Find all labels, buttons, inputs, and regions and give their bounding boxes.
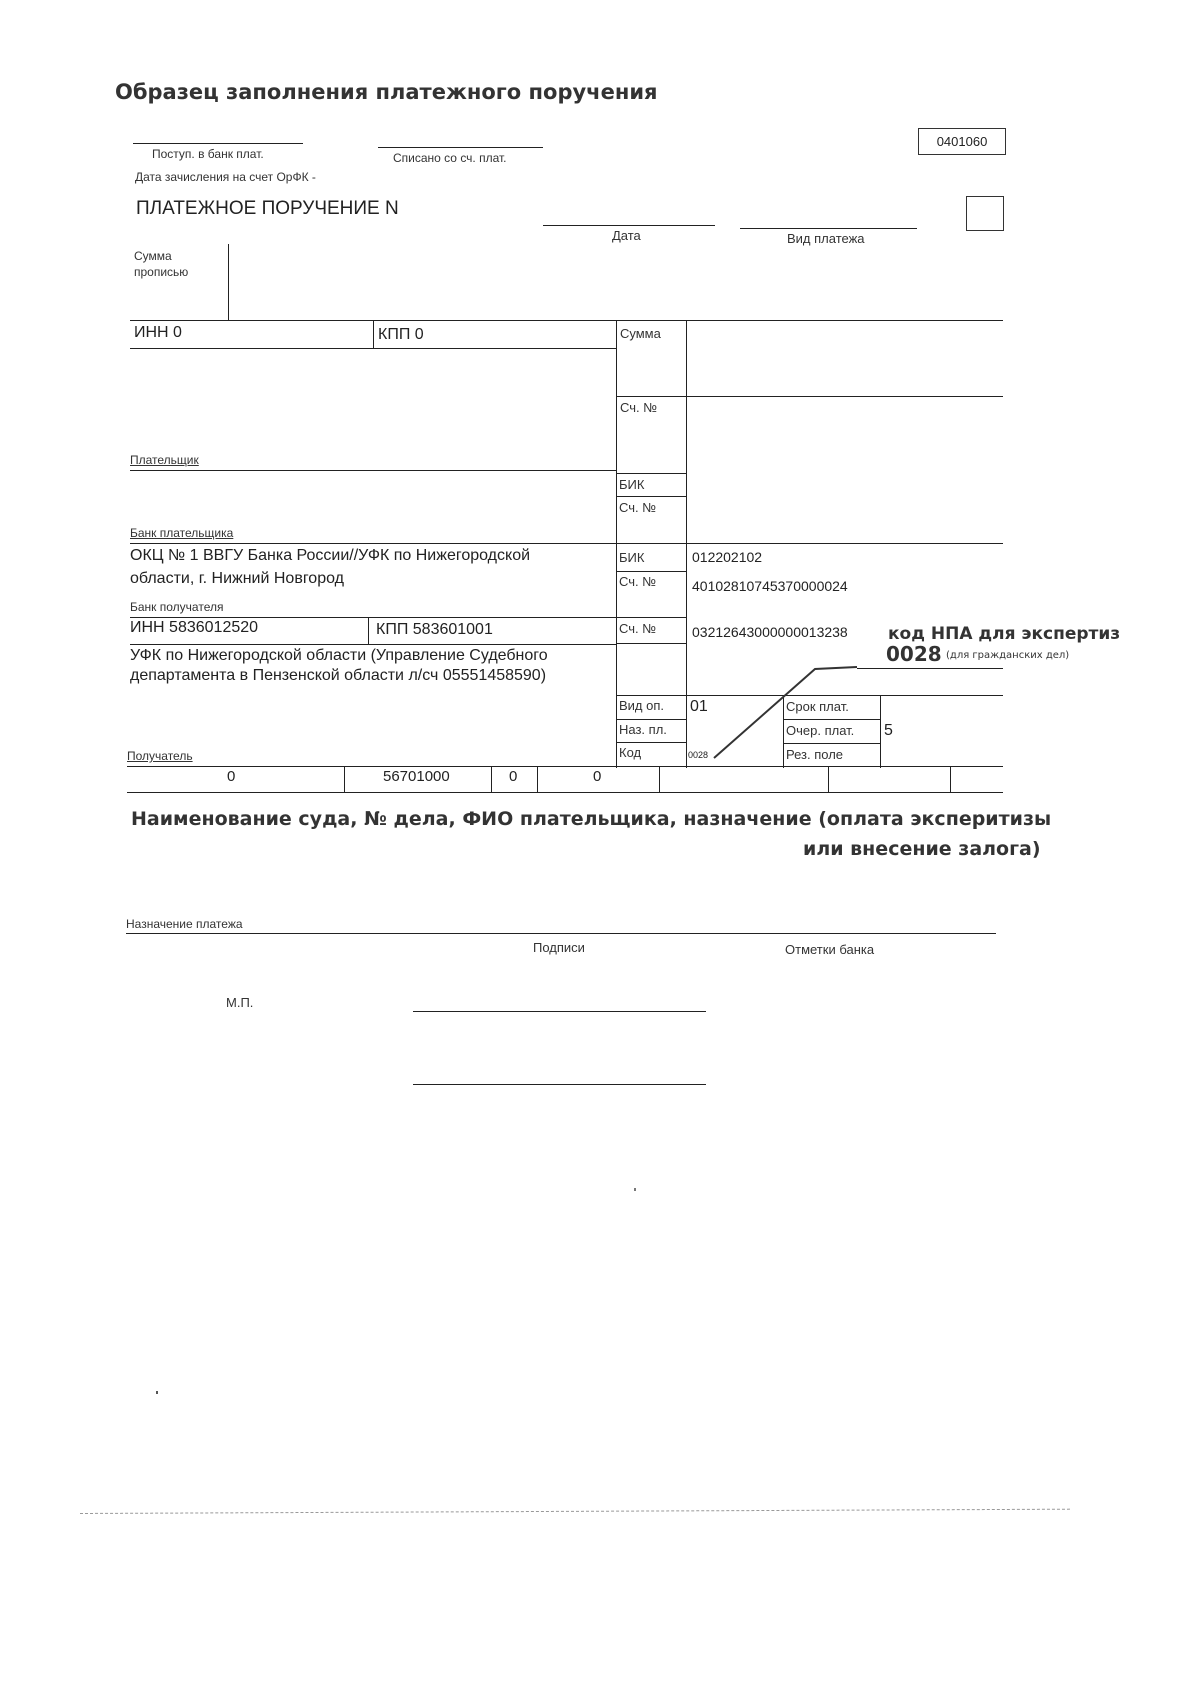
recipient-kpp[interactable]: КПП 583601001 xyxy=(376,621,493,638)
recipient-account[interactable]: 03212643000000013238 xyxy=(692,624,848,640)
divider xyxy=(130,543,1003,544)
payer-label: Плательщик xyxy=(130,453,199,467)
payer-inn[interactable]: ИНН 0 xyxy=(134,324,182,341)
recipient-name-line1[interactable]: УФК по Нижегородской области (Управление Судебного xyxy=(130,647,548,664)
divider xyxy=(130,320,1003,321)
recipient-bank-account-label: Сч. № xyxy=(619,574,657,589)
recipient-bank-name-line1[interactable]: ОКЦ № 1 ВВГУ Банка России//УФК по Нижегородской xyxy=(130,547,531,564)
purpose-field[interactable] xyxy=(126,880,996,932)
document-title: Образец заполнения платежного поручения xyxy=(115,80,658,104)
divider xyxy=(616,496,686,497)
op-type[interactable]: 01 xyxy=(690,698,708,715)
annotation-pointer-line xyxy=(700,662,860,762)
date-line[interactable] xyxy=(543,225,715,226)
debited-date-line xyxy=(378,147,543,148)
recipient-bank-bik[interactable]: 012202102 xyxy=(692,549,763,565)
tax-cell[interactable]: 0 xyxy=(593,768,602,785)
recipient-bank-account[interactable]: 40102810745370000024 xyxy=(692,578,848,594)
credit-date-label: Дата зачисления на счет ОрФК - xyxy=(135,170,316,184)
divider xyxy=(616,571,686,572)
npa-note: (для гражданских дел) xyxy=(946,650,1070,661)
form-code-box xyxy=(918,128,1006,155)
recipient-bank-name-line2[interactable]: области, г. Нижний Новгород xyxy=(130,570,344,587)
divider xyxy=(130,470,616,471)
recipient-bank-bik-label: БИК xyxy=(619,550,645,565)
divider xyxy=(373,320,374,348)
payer-account-label: Сч. № xyxy=(620,400,658,415)
purpose-hint-line1: Наименование суда, № дела, ФИО плательщика, назначение (оплата эксперитизы xyxy=(131,808,1052,830)
signatures-label: Подписи xyxy=(533,940,585,955)
status-box[interactable] xyxy=(966,196,1004,231)
divider xyxy=(130,348,616,349)
received-date-line xyxy=(133,143,303,144)
divider xyxy=(880,695,881,768)
amount-words-label: Сумма прописью xyxy=(134,249,189,279)
npa-code: 0028 xyxy=(886,642,942,666)
stamp-label: М.П. xyxy=(226,995,254,1010)
divider xyxy=(616,396,1003,397)
amount-words-field[interactable] xyxy=(232,244,1002,319)
order-title: ПЛАТЕЖНОЕ ПОРУЧЕНИЕ N xyxy=(136,198,399,219)
amount-field[interactable] xyxy=(690,324,1000,394)
reserve-label: Рез. поле xyxy=(786,747,844,762)
priority-label: Очер. плат. xyxy=(786,723,855,738)
tax-cell-oktmo[interactable]: 56701000 xyxy=(383,768,450,785)
tax-cell[interactable]: 0 xyxy=(509,768,518,785)
divider xyxy=(368,617,369,644)
divider xyxy=(828,766,829,792)
recipient-name-line2[interactable]: департамента в Пензенской области л/сч 05551458590) xyxy=(130,667,547,684)
divider xyxy=(127,792,1003,793)
tax-cell[interactable]: 0 xyxy=(227,768,236,785)
divider xyxy=(616,742,686,743)
code-label: Код xyxy=(619,745,642,760)
code-value[interactable]: 0028 xyxy=(688,750,709,760)
bank-marks-label: Отметки банка xyxy=(785,942,875,957)
recipient-inn[interactable]: ИНН 5836012520 xyxy=(130,619,259,636)
divider xyxy=(130,644,616,645)
recipient-account-label: Сч. № xyxy=(619,621,657,636)
payer-amount-label: Сумма xyxy=(620,326,661,341)
purpose-label: Назначение платежа xyxy=(126,917,243,931)
npa-label: код НПА для экспертиз xyxy=(888,624,1121,644)
signature-line-1[interactable] xyxy=(413,1011,706,1012)
divider xyxy=(857,668,1003,669)
form-code: 0401060 xyxy=(936,134,988,149)
priority-value[interactable]: 5 xyxy=(884,722,893,739)
divider xyxy=(659,766,660,792)
divider xyxy=(130,617,686,618)
recipient-label: Получатель xyxy=(127,749,193,763)
payer-bank-label: Банк плательщика xyxy=(130,526,234,540)
payment-type-line[interactable] xyxy=(740,228,917,229)
divider xyxy=(616,320,617,768)
page-cut-line xyxy=(80,1509,1070,1514)
divider xyxy=(537,766,538,792)
received-label: Поступ. в банк плат. xyxy=(152,147,264,161)
date-label: Дата xyxy=(612,228,641,243)
divider xyxy=(126,933,996,934)
debited-label: Списано со сч. плат. xyxy=(393,151,507,165)
divider xyxy=(491,766,492,792)
divider xyxy=(344,766,345,792)
divider xyxy=(616,643,686,644)
recipient-bank-label: Банк получателя xyxy=(130,600,224,614)
purpose-hint-line2: или внесение залога) xyxy=(803,838,1041,860)
purpose-type-label: Наз. пл. xyxy=(619,722,667,737)
divider xyxy=(686,320,687,768)
divider xyxy=(616,473,686,474)
divider xyxy=(228,244,229,321)
divider xyxy=(950,766,951,792)
op-type-label: Вид оп. xyxy=(619,698,665,713)
scan-speck xyxy=(634,1188,636,1191)
scan-speck xyxy=(156,1391,158,1394)
payer-bank-account-label: Сч. № xyxy=(619,500,657,515)
due-label: Срок плат. xyxy=(786,699,849,714)
tax-row xyxy=(127,766,1003,792)
payer-kpp[interactable]: КПП 0 xyxy=(378,326,424,343)
divider xyxy=(616,719,686,720)
signature-line-2[interactable] xyxy=(413,1084,706,1085)
payment-type-label: Вид платежа xyxy=(787,231,865,246)
payer-bank-bik-label: БИК xyxy=(619,477,645,492)
